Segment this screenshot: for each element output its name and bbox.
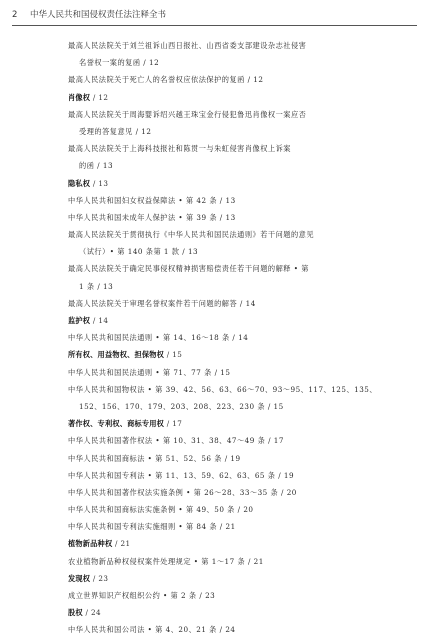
toc-entry: 中华人民共和国著作权法实施条例 • 第 26～28、33～35 条 / 20 bbox=[68, 487, 297, 497]
header-rule bbox=[12, 25, 417, 26]
section-heading-title: 肖像权 bbox=[68, 92, 91, 102]
section-heading-page: / 12 bbox=[90, 92, 109, 102]
section-heading bbox=[68, 346, 413, 363]
section-heading bbox=[68, 175, 413, 192]
toc-list bbox=[68, 37, 413, 639]
section-heading-page: / 15 bbox=[164, 350, 183, 360]
section-heading-page: / 24 bbox=[82, 608, 101, 618]
toc-entry: 最高人民法院关于审理名誉权案件若干问题的解答 / 14 bbox=[68, 298, 256, 308]
toc-entry-continuation: （试行）• 第 140 条第 1 款 / 13 bbox=[79, 247, 199, 257]
toc-entry-continuation: 名誉权一案的复函 / 12 bbox=[79, 58, 160, 68]
toc-entry: 中华人民共和国物权法 • 第 39、42、56、63、66～70、93～95、117、125、135、 bbox=[68, 384, 378, 394]
toc-entry: 中华人民共和国公司法 • 第 4、20、21 条 / 24 bbox=[68, 625, 236, 635]
section-heading-page: / 23 bbox=[90, 573, 109, 583]
section-heading bbox=[68, 415, 413, 432]
toc-entry-continuation: 受理的答复意见 / 12 bbox=[79, 126, 152, 136]
toc-entry: 中华人民共和国著作权法 • 第 10、31、38、47～49 条 / 17 bbox=[68, 436, 284, 446]
toc-entry-continuation: 152、156、170、179、203、208、223、230 条 / 15 bbox=[79, 401, 284, 411]
toc-entry: 成立世界知识产权组织公约 • 第 2 条 / 23 bbox=[68, 591, 216, 600]
section-heading bbox=[68, 89, 413, 106]
section-heading-page: / 17 bbox=[164, 419, 183, 429]
section-heading-title: 发现权 bbox=[68, 573, 91, 583]
running-header bbox=[12, 8, 417, 22]
toc-entry: 最高人民法院关于贯彻执行《中华人民共和国民法通则》若干问题的意见 bbox=[68, 230, 315, 240]
toc-entry: 最高人民法院关于周海婴诉绍兴越王珠宝金行侵犯鲁迅肖像权一案应否 bbox=[68, 109, 307, 119]
toc-entry: 最高人民法院关于上海科技报社和陈贯一与朱虹侵害肖像权上诉案 bbox=[68, 144, 291, 154]
section-heading-page: / 14 bbox=[90, 316, 109, 325]
section-heading-title: 著作权、专利权、商标专用权 bbox=[68, 419, 165, 429]
section-heading-page: / 21 bbox=[112, 539, 131, 549]
toc-entry: 中华人民共和国民法通则 • 第 14、16～18 条 / 14 bbox=[68, 333, 249, 343]
toc-entry: 中华人民共和国未成年人保护法 • 第 39 条 / 13 bbox=[68, 212, 236, 222]
book-title: 中华人民共和国侵权责任法注释全书 bbox=[30, 10, 167, 20]
section-heading bbox=[68, 312, 413, 329]
section-heading-page: / 13 bbox=[90, 178, 109, 188]
toc-entry: 最高人民法院关于刘兰祖诉山西日报社、山西省委支部建设杂志社侵害 bbox=[68, 41, 307, 50]
toc-entry: 农业植物新品种权侵权案件处理规定 • 第 1～17 条 / 21 bbox=[68, 556, 264, 566]
page-number: 2 bbox=[12, 10, 18, 20]
section-heading bbox=[68, 535, 413, 552]
toc-entry: 最高人民法院关于确定民事侵权精神损害赔偿责任若干问题的解释 • 第 bbox=[68, 264, 309, 274]
toc-entry: 中华人民共和国民法通则 • 第 71、77 条 / 15 bbox=[68, 367, 231, 377]
toc-entry: 中华人民共和国商标法实施条例 • 第 49、50 条 / 20 bbox=[68, 505, 254, 515]
toc-entry-continuation: 1 条 / 13 bbox=[79, 281, 114, 291]
section-heading bbox=[68, 604, 413, 621]
section-heading-title: 植物新品种权 bbox=[68, 539, 113, 549]
toc-entry: 最高人民法院关于死亡人的名誉权应依法保护的复函 / 12 bbox=[68, 75, 264, 85]
section-heading-title: 监护权 bbox=[68, 316, 91, 325]
section-heading bbox=[68, 570, 413, 587]
toc-entry: 中华人民共和国妇女权益保障法 • 第 42 条 / 13 bbox=[68, 195, 236, 205]
toc-entry-continuation: 的函 / 13 bbox=[79, 161, 114, 171]
toc-entry: 中华人民共和国专利法实施细则 • 第 84 条 / 21 bbox=[68, 522, 236, 532]
toc-entry: 中华人民共和国专利法 • 第 11、13、59、62、63、65 条 / 19 bbox=[68, 470, 295, 480]
section-heading-title: 股权 bbox=[68, 608, 83, 618]
toc-entry: 中华人民共和国商标法 • 第 51、52、56 条 / 19 bbox=[68, 453, 241, 463]
section-heading-title: 所有权、用益物权、担保物权 bbox=[68, 350, 165, 360]
section-heading-title: 隐私权 bbox=[68, 178, 91, 188]
